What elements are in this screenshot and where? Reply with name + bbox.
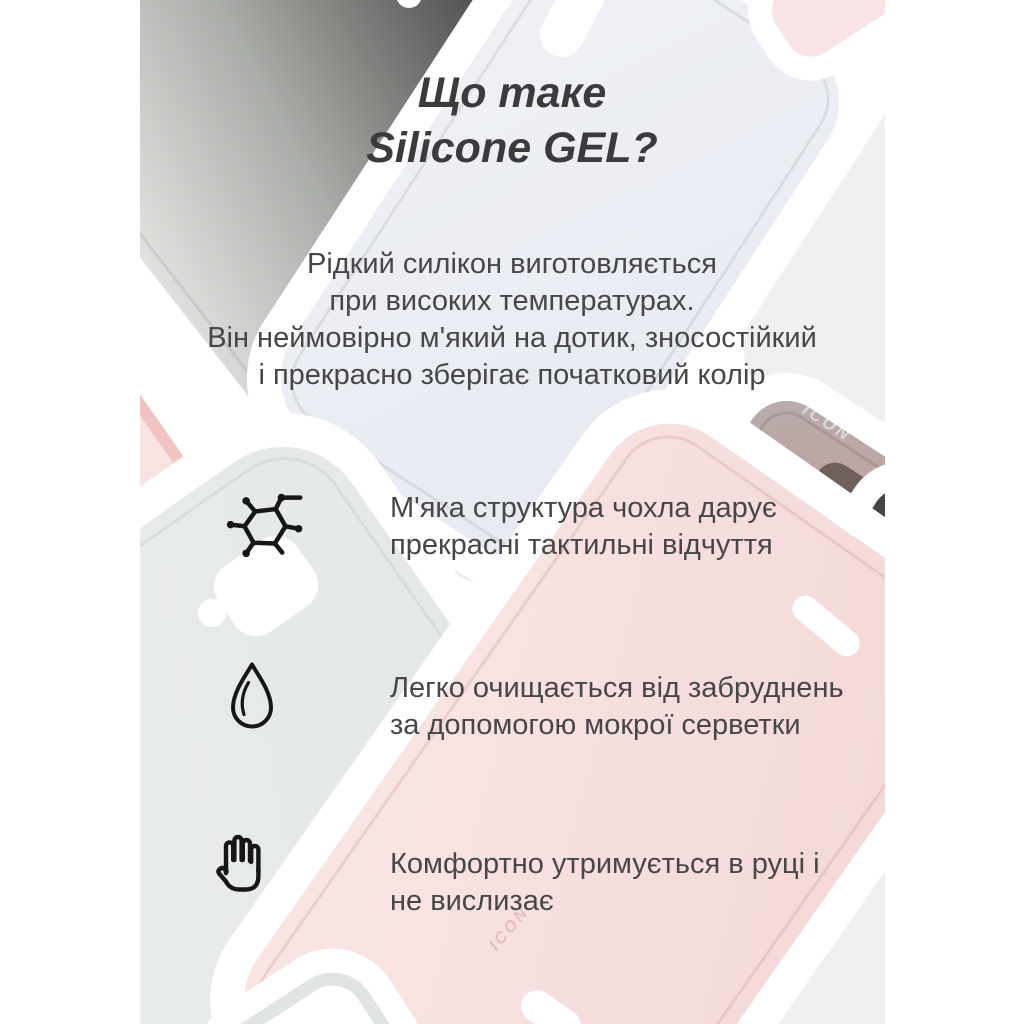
feature-line: не вислизає [390, 885, 554, 917]
water-drop-icon [227, 661, 277, 734]
title-line-2: Silicone GEL? [366, 124, 658, 172]
feature-line: прекрасні тактильні відчуття [390, 529, 773, 561]
brand-watermark: ICON [486, 903, 533, 955]
page-title [0, 66, 1024, 176]
feature-comfort-grip [390, 846, 820, 920]
feature-soft-structure [390, 490, 777, 564]
intro-paragraph [0, 246, 1024, 394]
intro-line: Він неймовірно м'який на дотик, зносостійкий [207, 322, 817, 354]
molecule-icon [224, 479, 306, 567]
brand-watermark: ICON [799, 399, 856, 446]
feature-line: за допомогою мокрої серветки [390, 709, 801, 741]
intro-line: при високих температурах. [329, 285, 695, 317]
intro-line: і прекрасно зберігає початковий колір [258, 359, 766, 391]
feature-line: М'яка структура чохла дарує [390, 492, 777, 524]
feature-line: Легко очищається від забруднень [390, 672, 844, 704]
title-line-1: Що таке [417, 69, 607, 117]
feature-easy-clean [390, 670, 844, 744]
intro-line: Рідкий силікон виготовляється [306, 248, 717, 280]
hand-icon [215, 832, 269, 902]
feature-line: Комфортно утримується в руці і [390, 848, 820, 880]
